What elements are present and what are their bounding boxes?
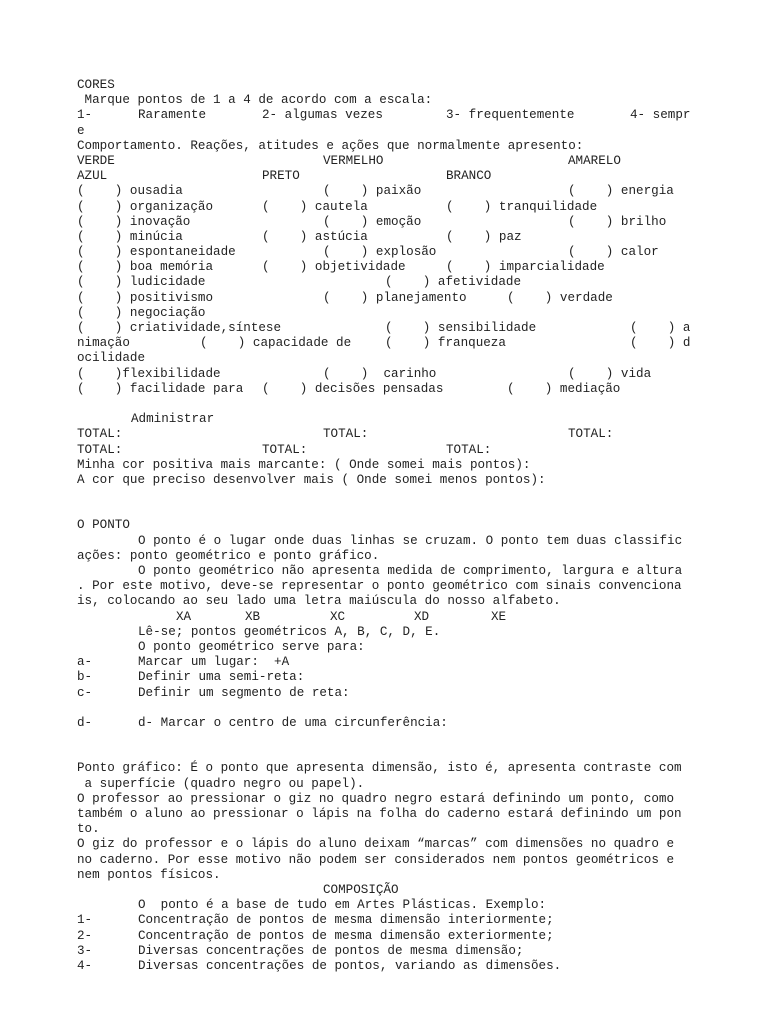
text-segment: a superfície (quadro negro ou papel). [77, 776, 365, 791]
text-segment: PRETO [262, 169, 300, 184]
text-segment: nem pontos físicos. [77, 867, 221, 882]
text-segment: ( ) vida [568, 366, 652, 381]
text-line [0, 93, 768, 108]
text-segment: XC [330, 609, 346, 624]
text-segment: ( ) verdade [507, 290, 613, 305]
text-segment: ( ) organização [77, 199, 214, 214]
text-segment: Definir uma semi-reta: [138, 670, 305, 685]
text-line [0, 686, 768, 701]
text-line [0, 670, 768, 685]
text-segment: ( ) astúcia [262, 229, 368, 244]
text-segment: ( ) paz [446, 229, 522, 244]
text-segment: COMPOSIÇÃO [323, 882, 399, 897]
text-segment: . Por este motivo, deve-se representar o ponto geométrico com sinais convenciona [77, 579, 682, 594]
text-segment: O ponto geométrico não apresenta medida de comprimento, largura e altura [138, 564, 683, 578]
text-line [0, 564, 768, 579]
text-line [0, 443, 768, 458]
text-segment: ( ) mediação [507, 381, 621, 396]
text-segment: Concentração de pontos de mesma dimensão exteriormente; [138, 928, 554, 943]
text-segment: 4- sempr [630, 108, 691, 123]
text-segment: TOTAL: [77, 442, 123, 457]
text-line [0, 245, 768, 260]
text-line [0, 382, 768, 397]
document-page [0, 78, 768, 974]
text-line [0, 306, 768, 321]
text-segment: ( ) a [630, 321, 691, 335]
text-segment: ( ) sensibilidade [385, 321, 537, 335]
text-segment: Raramente [138, 108, 207, 123]
text-segment: ( )flexibilidade [77, 366, 221, 381]
text-segment: O ponto é a base de tudo em Artes Plásticas. Exemplo: [138, 898, 547, 913]
text-segment: d- [77, 715, 93, 730]
text-segment: ( ) inovação [77, 214, 191, 229]
text-segment: ( ) minúcia [77, 229, 183, 244]
text-segment: ( ) imparcialidade [446, 260, 605, 275]
text-line [0, 488, 768, 503]
text-line [0, 275, 768, 290]
text-segment: nimação [77, 336, 130, 351]
text-line [0, 200, 768, 215]
text-segment: TOTAL: [446, 442, 492, 457]
text-segment: 3- frequentemente [446, 108, 575, 123]
text-segment: Diversas concentrações de pontos, variando as dimensões. [138, 958, 562, 973]
text-line [0, 625, 768, 640]
text-segment: to. [77, 822, 100, 837]
text-line [0, 929, 768, 944]
text-segment: ( ) brilho [568, 214, 667, 229]
text-line [0, 716, 768, 731]
text-line [0, 807, 768, 822]
text-segment: Diversas concentrações de pontos de mesma dimensão; [138, 943, 524, 958]
text-line [0, 108, 768, 123]
text-segment: ( ) calor [568, 245, 659, 260]
text-segment: ( ) boa memória [77, 260, 214, 275]
text-segment: c- [77, 685, 93, 700]
text-segment: TOTAL: [77, 427, 123, 442]
text-segment: TOTAL: [568, 427, 614, 442]
text-segment: Administrar [131, 412, 215, 427]
text-segment: Marque pontos de 1 a 4 de acordo com a escala: [77, 93, 433, 108]
text-line [0, 124, 768, 139]
text-line [0, 534, 768, 549]
text-segment: A cor que preciso desenvolver mais ( Onde somei menos pontos): [77, 472, 546, 487]
text-line [0, 427, 768, 442]
text-line [0, 367, 768, 382]
text-segment: 4- [77, 958, 93, 973]
text-segment: ( ) negociação [77, 305, 206, 320]
text-line [0, 837, 768, 852]
text-segment: ( ) espontaneidade [77, 245, 236, 260]
text-line [0, 959, 768, 974]
text-segment: Comportamento. Reações, atitudes e ações que normalmente apresento: [77, 138, 584, 153]
text-line [0, 579, 768, 594]
text-segment: ( ) emoção [323, 214, 422, 229]
text-line [0, 473, 768, 488]
text-segment: Minha cor positiva mais marcante: ( Onde somei mais pontos): [77, 457, 531, 472]
text-segment: TOTAL: [262, 442, 308, 457]
text-segment: O PONTO [77, 518, 130, 533]
text-segment: XB [245, 609, 261, 624]
text-segment: no caderno. Por esse motivo não podem ser considerados nem pontos geométricos e [77, 852, 675, 867]
text-segment: TOTAL: [323, 427, 369, 442]
text-segment: O ponto geométrico serve para: [138, 639, 365, 654]
text-line [0, 777, 768, 792]
text-segment: ( ) energia [568, 184, 674, 199]
text-line [0, 154, 768, 169]
text-line [0, 215, 768, 230]
text-segment: O ponto é o lugar onde duas linhas se cruzam. O ponto tem duas classific [138, 533, 683, 548]
text-segment: 3- [77, 943, 93, 958]
text-segment: a- [77, 655, 93, 670]
text-segment: O professor ao pressionar o giz no quadro negro estará definindo um ponto, como [77, 791, 675, 806]
text-line [0, 822, 768, 837]
text-line [0, 594, 768, 609]
text-line [0, 898, 768, 913]
text-line [0, 291, 768, 306]
text-line [0, 260, 768, 275]
text-line [0, 78, 768, 93]
text-segment: ( ) planejamento [323, 290, 467, 305]
text-segment: BRANCO [446, 169, 492, 184]
text-line [0, 397, 768, 412]
text-segment: ( ) d [630, 336, 691, 351]
text-line [0, 701, 768, 716]
text-segment: ( ) capacidade de [200, 336, 352, 351]
text-line [0, 336, 768, 351]
text-line [0, 458, 768, 473]
text-line [0, 139, 768, 154]
text-segment: d- Marcar o centro de uma circunferência: [138, 715, 448, 730]
text-segment: CORES [77, 78, 115, 92]
text-line [0, 944, 768, 959]
text-line [0, 655, 768, 670]
text-line [0, 351, 768, 366]
text-segment: ( ) positivismo [77, 290, 214, 305]
text-line [0, 610, 768, 625]
text-segment: ( ) franqueza [385, 336, 506, 351]
text-line [0, 184, 768, 199]
text-segment: 1- [77, 913, 93, 928]
text-line [0, 321, 768, 336]
text-segment: ( ) facilidade para [77, 381, 244, 396]
text-segment: AMARELO [568, 153, 621, 168]
text-line [0, 230, 768, 245]
text-segment: Marcar um lugar: +A [138, 655, 290, 670]
text-segment: ( ) afetividade [385, 275, 522, 290]
text-segment: ( ) objetividade [262, 260, 406, 275]
text-segment: Concentração de pontos de mesma dimensão interiormente; [138, 913, 554, 928]
text-line [0, 883, 768, 898]
text-segment: ( ) paixão [323, 184, 422, 199]
text-segment: Ponto gráfico: É o ponto que apresenta dimensão, isto é, apresenta contraste com [77, 761, 682, 776]
text-segment: ( ) carinho [323, 366, 437, 381]
text-line [0, 503, 768, 518]
text-line [0, 853, 768, 868]
text-segment: ( ) explosão [323, 245, 437, 260]
text-segment: ( ) tranquilidade [446, 199, 598, 214]
text-segment: 2- [77, 928, 93, 943]
text-segment: 2- algumas vezes [262, 108, 383, 123]
text-segment: ações: ponto geométrico e ponto gráfico. [77, 548, 380, 563]
text-segment: ( ) criatividade,síntese [77, 321, 282, 335]
text-segment: ocilidade [77, 351, 146, 366]
text-line [0, 792, 768, 807]
text-segment: também o aluno ao pressionar o lápis na folha do caderno estará definindo um pon [77, 807, 682, 821]
text-line [0, 640, 768, 655]
text-segment: XA [176, 609, 192, 624]
text-line [0, 731, 768, 746]
text-segment: Lê-se; pontos geométricos A, B, C, D, E. [138, 624, 441, 639]
text-line [0, 549, 768, 564]
text-segment: is, colocando ao seu lado uma letra maiúscula do nosso alfabeto. [77, 594, 561, 609]
text-segment: e [77, 123, 85, 138]
text-segment: 1- [77, 108, 93, 123]
text-segment: b- [77, 670, 93, 685]
text-line [0, 412, 768, 427]
text-segment: ( ) ousadia [77, 184, 183, 199]
text-segment: ( ) decisões pensadas [262, 381, 444, 396]
text-segment: VERDE [77, 153, 115, 168]
text-segment: ( ) ludicidade [77, 275, 206, 290]
text-segment: AZUL [77, 169, 108, 184]
text-segment: VERMELHO [323, 153, 384, 168]
text-segment: O giz do professor e o lápis do aluno deixam “marcas” com dimensões no quadro e [77, 837, 675, 852]
text-segment: XE [491, 609, 507, 624]
text-line [0, 169, 768, 184]
text-line [0, 518, 768, 533]
text-segment: ( ) cautela [262, 199, 368, 214]
text-line [0, 746, 768, 761]
text-segment: XD [414, 609, 430, 624]
text-line [0, 868, 768, 883]
text-line [0, 913, 768, 928]
text-line [0, 761, 768, 776]
text-segment: Definir um segmento de reta: [138, 685, 350, 700]
